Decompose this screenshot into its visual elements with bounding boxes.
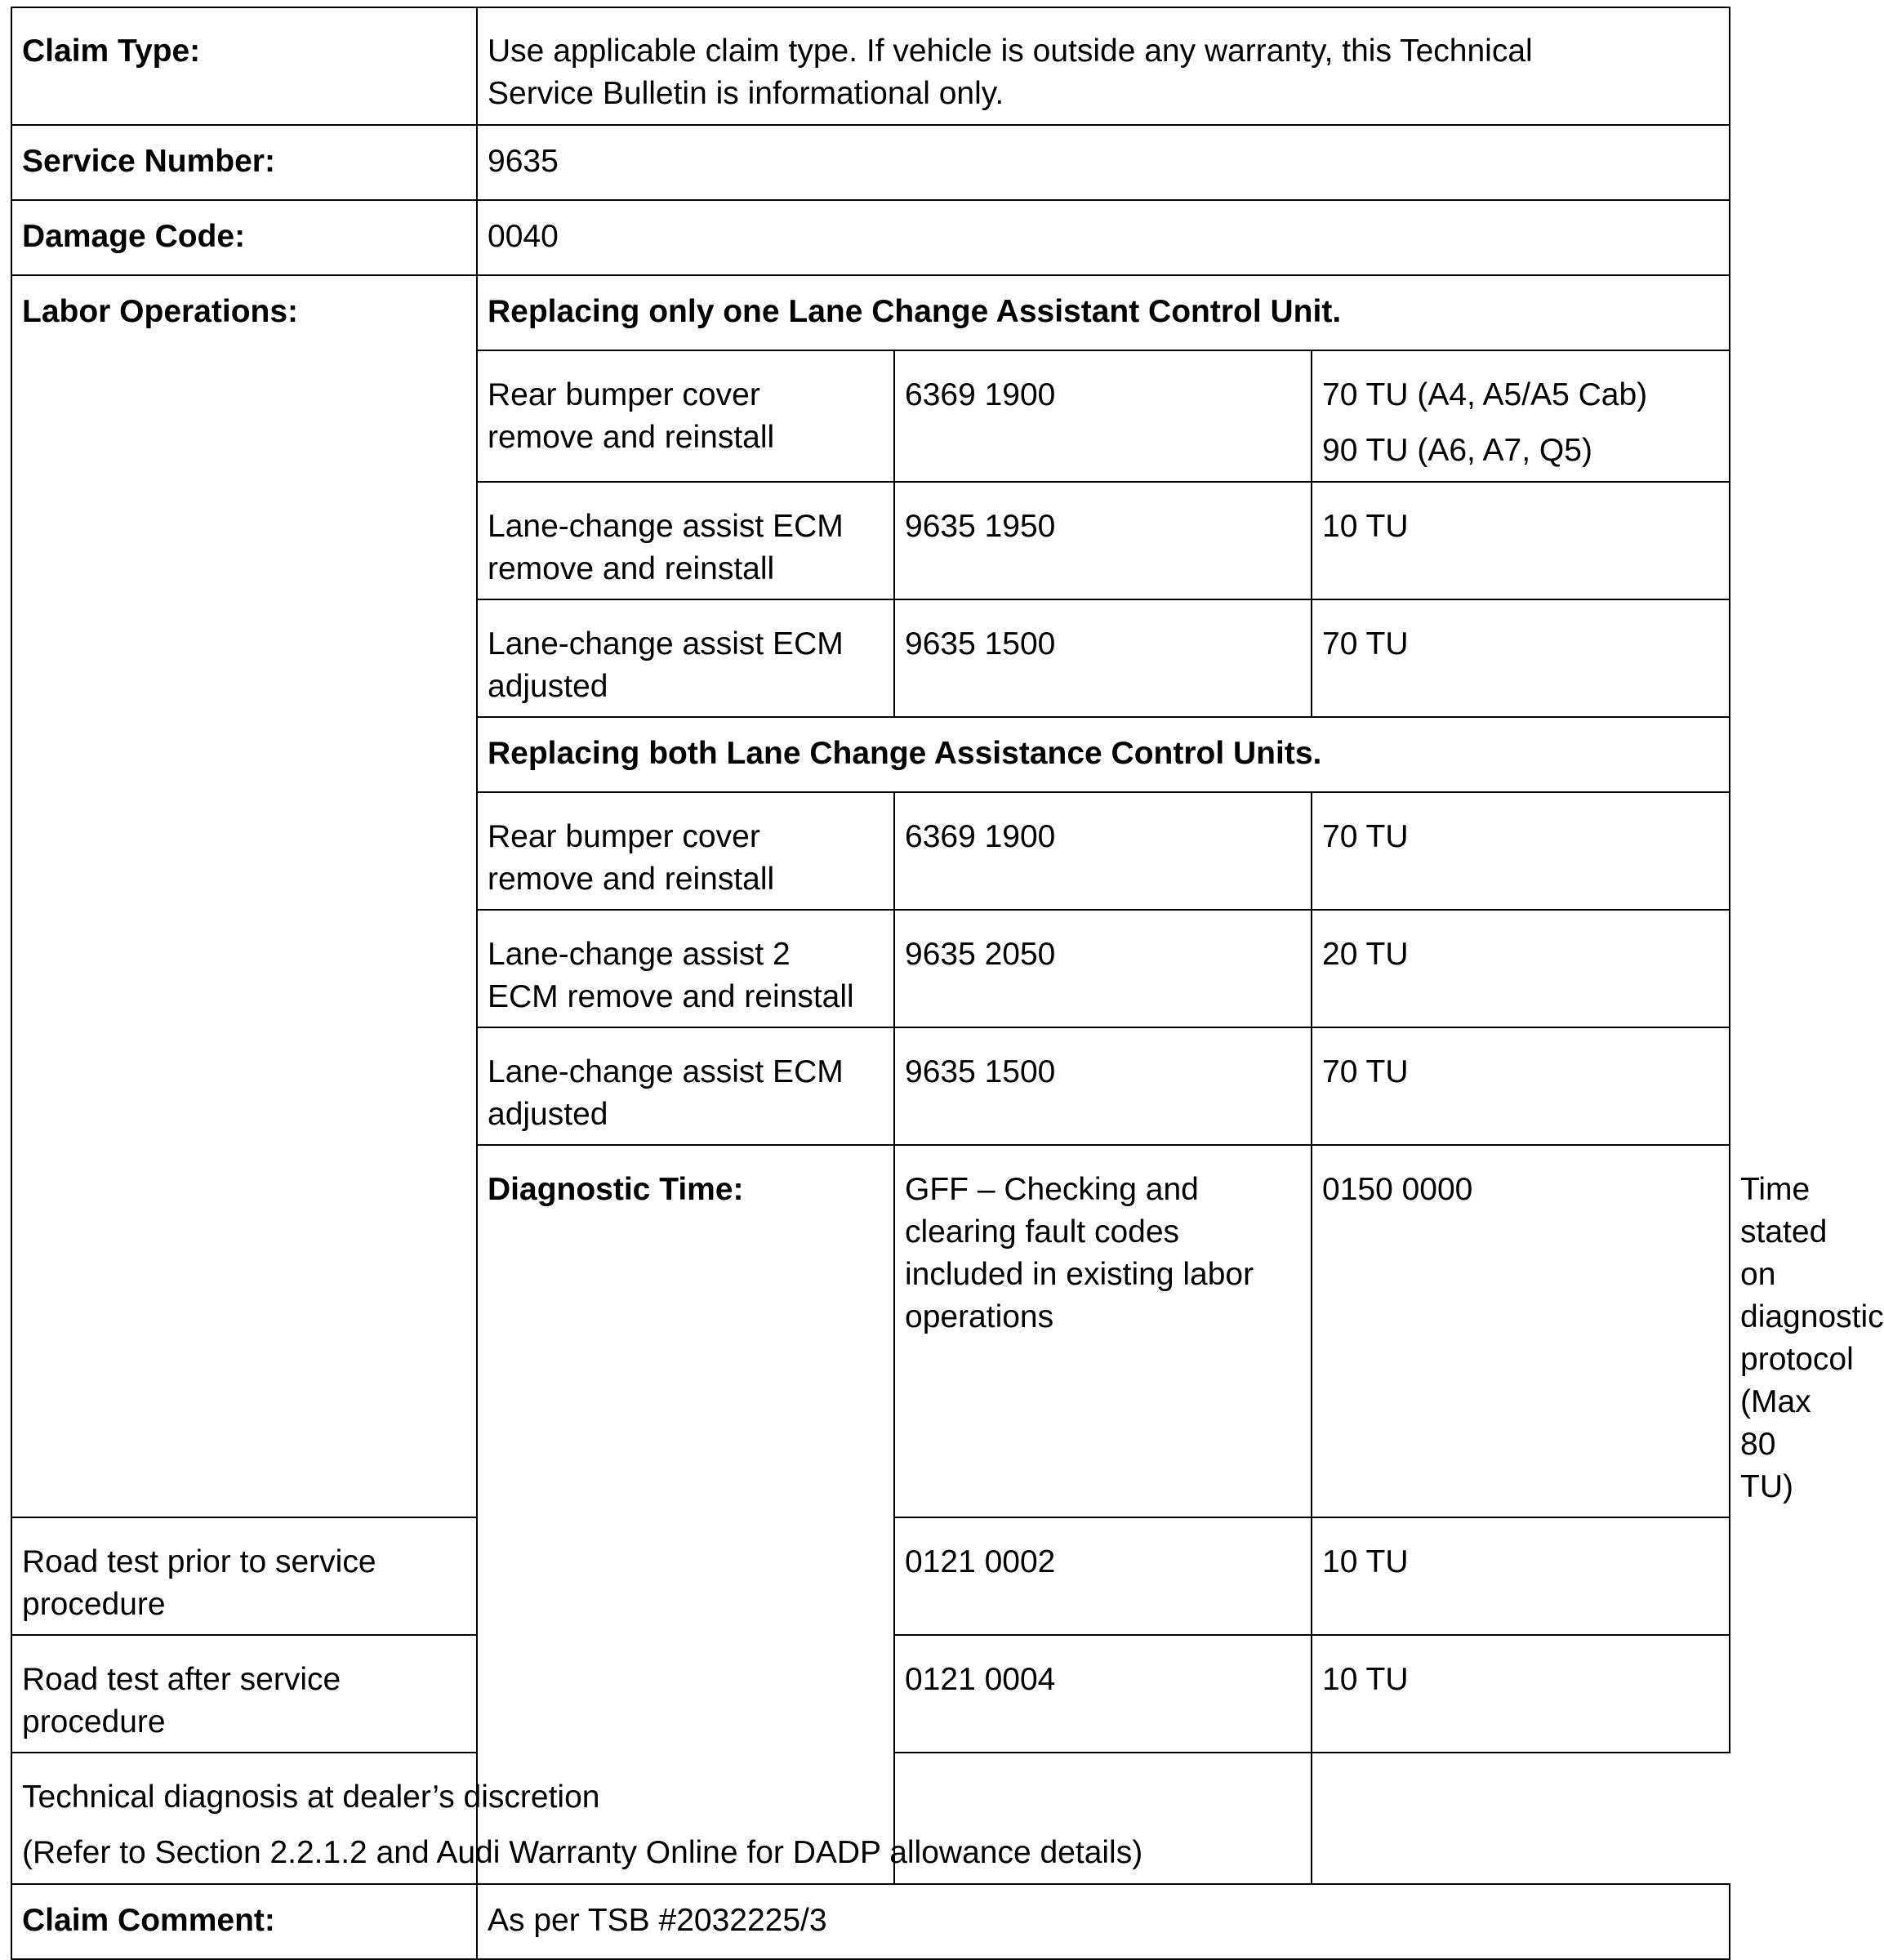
- description-line: Lane-change assist ECM: [488, 509, 844, 544]
- damage-code-row: [11, 200, 1730, 275]
- diagnostic-description: [11, 1635, 477, 1753]
- description-line: Rear bumper cover: [488, 819, 760, 854]
- diagnostic-description: [11, 1517, 477, 1635]
- labor-description: [477, 350, 894, 482]
- description-line: Lane-change assist 2: [488, 937, 791, 972]
- description-line: Lane-change assist ECM: [488, 626, 844, 662]
- damage-code-label: Damage Code:: [11, 200, 477, 275]
- labor-code: 9635 1500: [894, 599, 1312, 717]
- line-gap: [22, 1819, 1301, 1832]
- labor-operations-label: Labor Operations:: [11, 275, 477, 1517]
- labor-code: 6369 1900: [894, 792, 1312, 910]
- note-line: (Refer to Section 2.2.1.2 and Audi Warranty Online for DADP allowance details): [22, 1835, 1143, 1870]
- labor-time: [1312, 350, 1730, 482]
- description-line: procedure: [22, 1704, 166, 1740]
- labor-time: 70 TU: [1312, 599, 1730, 717]
- damage-code-value: 0040: [477, 200, 1730, 275]
- diagnostic-note: [11, 1753, 1312, 1884]
- description-line: remove and reinstall: [488, 551, 775, 586]
- labor-description: [477, 910, 894, 1027]
- labor-time: 70 TU: [1312, 792, 1730, 910]
- diagnostic-time: 10 TU: [1312, 1635, 1730, 1753]
- service-number-value: 9635: [477, 125, 1730, 200]
- claim-comment-value: As per TSB #2032225/3: [477, 1884, 1730, 1959]
- description-line: included in existing labor: [905, 1257, 1254, 1292]
- description-line: remove and reinstall: [488, 862, 775, 897]
- labor-description: [477, 482, 894, 599]
- labor-time: 10 TU: [1312, 482, 1730, 599]
- diagnostic-note-row: [11, 1753, 1730, 1884]
- labor-code: 6369 1900: [894, 350, 1312, 482]
- labor-code: 9635 1500: [894, 1027, 1312, 1145]
- description-line: adjusted: [488, 1097, 608, 1132]
- description-line: clearing fault codes: [905, 1214, 1180, 1250]
- description-line: operations: [905, 1299, 1054, 1334]
- labor-group1-header-row: [11, 275, 1730, 350]
- claim-type-label: Claim Type:: [11, 7, 477, 125]
- labor-description: [477, 792, 894, 910]
- claim-type-line-1: Use applicable claim type. If vehicle is outside any warranty, this Technical: [488, 33, 1533, 69]
- claim-comment-row: [11, 1884, 1730, 1959]
- description-line: Lane-change assist ECM: [488, 1054, 844, 1089]
- claim-comment-label: Claim Comment:: [11, 1884, 477, 1959]
- claim-info-sheet: [11, 7, 1884, 1938]
- note-line: Technical diagnosis at dealer’s discretion: [22, 1780, 600, 1815]
- service-number-row: [11, 125, 1730, 200]
- description-line: ECM remove and reinstall: [488, 979, 854, 1014]
- claim-type-line-2: Service Bulletin is informational only.: [488, 76, 1004, 111]
- description-line: procedure: [22, 1587, 166, 1622]
- claim-type-text: [477, 7, 1730, 125]
- diagnostic-code: 0121 0002: [894, 1517, 1312, 1635]
- description-line: Road test prior to service: [22, 1544, 376, 1579]
- diagnostic-time-label: Diagnostic Time:: [477, 1145, 894, 1884]
- time-line: 70 TU (A4, A5/A5 Cab): [1322, 377, 1648, 412]
- diagnostic-code: 0121 0004: [894, 1635, 1312, 1753]
- service-number-label: Service Number:: [11, 125, 477, 200]
- labor-time: 70 TU: [1312, 1027, 1730, 1145]
- warranty-claim-table: [11, 7, 1884, 1960]
- labor-code: 9635 1950: [894, 482, 1312, 599]
- claim-type-row: [11, 7, 1730, 125]
- description-line: Rear bumper cover: [488, 377, 760, 412]
- diagnostic-description: [894, 1145, 1312, 1517]
- labor-group2-title: Replacing both Lane Change Assistance Control Units.: [477, 717, 1730, 792]
- labor-description: [477, 599, 894, 717]
- table-row: Diagnostic Time: GFF – Checking and clearing fault codes included in existing labor operations 0150 0000 Time stated on diagnostic protocol (Max 80 TU): [11, 1145, 1730, 1517]
- diagnostic-time: 10 TU: [1312, 1517, 1730, 1635]
- diagnostic-code: 0150 0000: [1312, 1145, 1730, 1517]
- description-line: adjusted: [488, 669, 608, 704]
- description-line: remove and reinstall: [488, 420, 775, 455]
- description-line: Road test after service: [22, 1662, 341, 1697]
- labor-group1-title: Replacing only one Lane Change Assistant Control Unit.: [477, 275, 1730, 350]
- labor-time: 20 TU: [1312, 910, 1730, 1027]
- line-gap: [1322, 416, 1719, 430]
- description-line: GFF – Checking and: [905, 1172, 1199, 1207]
- labor-code: 9635 2050: [894, 910, 1312, 1027]
- time-line: 90 TU (A6, A7, Q5): [1322, 433, 1592, 468]
- labor-description: [477, 1027, 894, 1145]
